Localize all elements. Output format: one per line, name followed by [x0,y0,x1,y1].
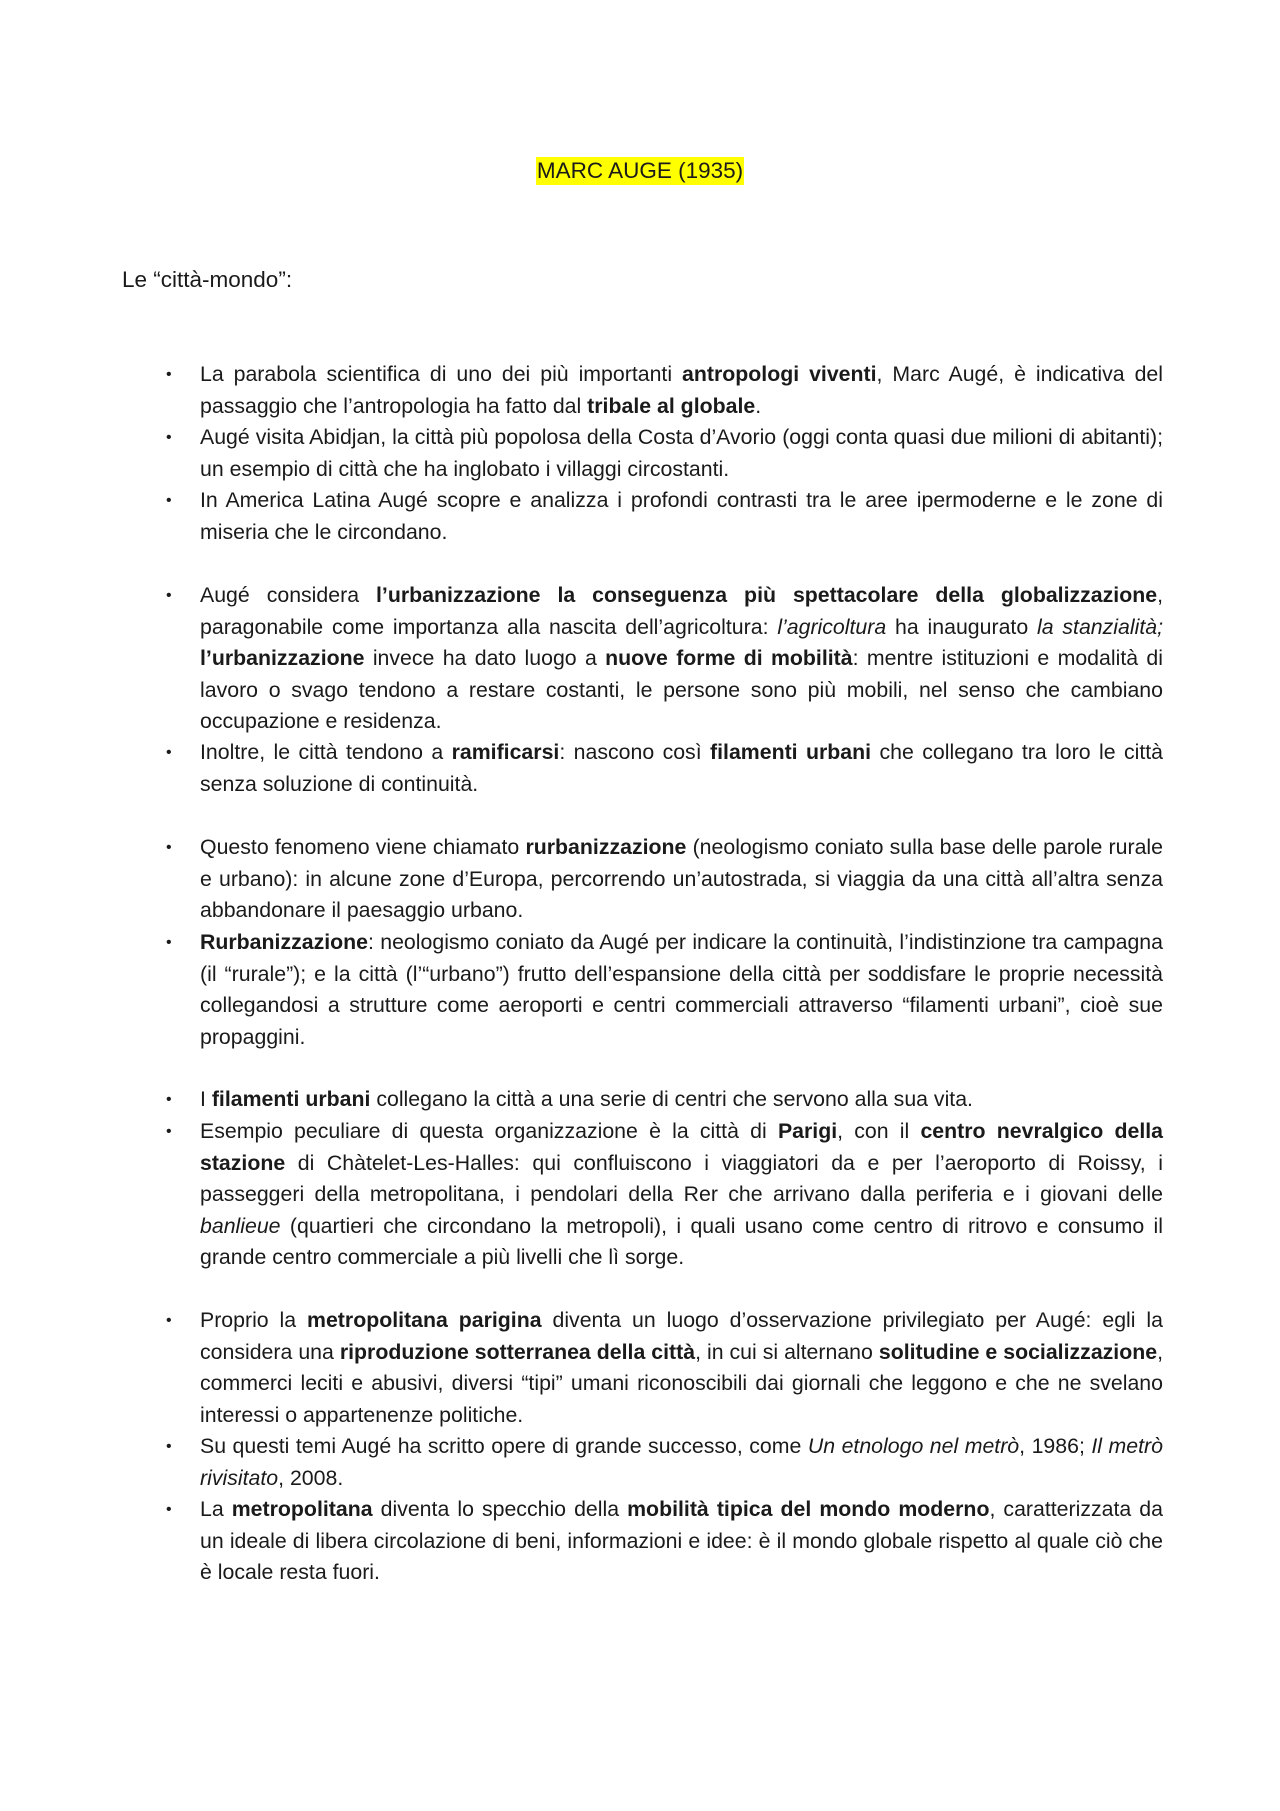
list-item-text [200,1308,1163,1427]
bold-text: nuove forme di mobilità [605,646,853,671]
bullet-icon: • [166,366,172,383]
text-run: : mentre istituzioni e modalità di lavoro o svago tendono a restare costanti, le persone sono più mobili, nel senso che cambiano occupazione e residenza. [200,646,1164,734]
list-item [166,1116,1164,1274]
text-run: invece ha dato luogo a [364,646,606,671]
list-item [166,737,1164,800]
bold-text: rurbanizzazione [525,835,687,859]
bold-text: Rurbanizzazione [200,930,369,954]
bullet-icon: • [166,1123,172,1140]
text-run: Questo fenomeno viene chiamato [200,835,526,859]
text-run: , 1986; [1019,1434,1092,1458]
text-run: di Chàtelet-Les-Halles: qui confluiscono i viaggiatori da e per l’aeroporto di Roissy, i passeggeri della metropolitana, i pendolari della Rer che arrivano dalla periferia e i giovani delle [200,1150,1163,1207]
text-run: La [200,1497,232,1521]
text-run: : neologismo coniato da Augé per indicare la continuità, l’indistinzione tra campagna (il “rurale”); e la città (l’“urbano”) frutto dell’espansione della città per soddisfare le proprie necessità collegandosi a strutture come aeroporti e centri commerciali attraverso “filamenti urbani”, cioè sue propaggini. [200,930,1163,1049]
bold-text: ramificarsi [451,740,560,764]
text-run: Augé considera [200,583,377,607]
text-run: (quartieri che circondano la metropoli), i quali usano come centro di ritrovo e consumo il grande centro commerciale a più livelli che lì sorge. [200,1213,1163,1270]
text-run: I [200,1087,212,1111]
list-item-text [200,930,1163,1049]
page-title: MARC AUGE (1935) [536,158,744,183]
bullet-icon: • [166,429,172,446]
text-run: diventa lo specchio della [372,1497,628,1521]
italic-text: banlieue [200,1213,281,1238]
text-run: diventa un luogo d’osservazione privilegiato per Augé: egli la considera una [200,1308,1163,1364]
bullet-icon: • [166,587,172,604]
list-item [166,927,1163,1053]
italic-text: l’agricoltura [777,614,887,639]
text-run: , Marc Augé, è indicativa del passaggio che l’antropologia ha fatto dal [200,362,1163,418]
bold-text: Parigi [777,1119,838,1143]
list-item [166,832,1163,927]
text-run: (neologismo coniato sulla base delle parole rurale e urbano): in alcune zone d’Europa, percorrendo un’autostrada, si viaggia da una città all’altra senza abbandonare il paesaggio urbano. [200,835,1163,923]
bullet-icon: • [166,1312,172,1329]
list-item [166,422,1163,485]
text-run: . [755,393,762,418]
text-run: , caratterizzata da un ideale di libera circolazione di beni, informazioni e idee: è il mondo globale rispetto al quale ciò che è locale resta fuori. [200,1497,1163,1585]
list-item-text [200,740,1163,796]
list-item-text [200,1087,973,1111]
bold-text: l’urbanizzazione [200,646,365,671]
italic-text: la stanzialità; [1037,614,1164,639]
text-run: che collegano tra loro le città senza soluzione di continuità. [200,740,1164,796]
bold-text: metropolitana [231,1497,373,1521]
bold-text: l’urbanizzazione la conseguenza più spettacolare della globalizzazione [376,583,1158,607]
text-run: In America Latina Augé scopre e analizza i profondi contrasti tra le aree ipermoderne e le zone di miseria che le circondano. [200,488,1163,544]
list-item-text [200,1119,1163,1269]
list-item-text [200,488,1163,544]
text-run: collegano la città a una serie di centri che servono alla sua vita. [370,1087,973,1111]
bullet-icon: • [166,744,172,761]
italic-text: Il metrò rivisitato [200,1434,1163,1490]
text-run: Esempio peculiare di questa organizzazione è la città di [200,1119,778,1143]
bold-text: centro nevralgico della stazione [200,1119,1164,1175]
bold-text: riproduzione sotterranea della città [339,1339,696,1364]
bold-text: filamenti urbani [710,740,872,764]
bold-text: filamenti urbani [211,1087,371,1111]
text-run: Augé visita Abidjan, la città più popolosa della Costa d’Avorio (oggi conta quasi due milioni di abitanti); un esempio di città che ha inglobato i villaggi circostanti. [200,425,1163,481]
bullet-icon: • [166,492,172,509]
list-item-text [200,835,1163,922]
list-item [166,1494,1163,1589]
bullet-icon: • [166,934,172,951]
section-heading: Le “città-mondo”: [122,267,293,292]
list-item [166,1084,1163,1116]
list-item [166,1305,1164,1431]
text-run: , paragonabile come importanza alla nascita dell’agricoltura: [200,583,1163,639]
text-run: Inoltre, le città tendono a [200,740,452,764]
list-item-text [200,1434,1163,1490]
list-item-text [200,1497,1163,1584]
list-item-text [200,583,1163,733]
text-run: , commerci leciti e abusivi, diversi “tipi” umani riconoscibili dai giornali che leggono e che ne svelano interessi o appartenenze politiche. [200,1339,1164,1427]
text-run: La parabola scientifica di uno dei più importanti [200,362,683,386]
text-run: : nascono così [559,740,711,764]
bullet-icon: • [166,1501,172,1518]
bullet-icon: • [166,1091,172,1108]
bold-text: tribale al globale [587,393,756,418]
bold-text: antropologi viventi [682,362,877,386]
bullet-icon: • [166,1438,172,1455]
list-item [166,485,1163,548]
text-run: , con il [837,1119,921,1143]
text-run: , 2008. [278,1465,344,1490]
italic-text: Un etnologo nel metrò [807,1434,1020,1458]
text-run: Proprio la [200,1308,308,1332]
text-run: ha inaugurato [886,614,1037,639]
list-item-text [200,425,1163,481]
text-run: Su questi temi Augé ha scritto opere di grande successo, come [200,1434,808,1458]
bold-text: mobilità tipica del mondo moderno [627,1497,990,1521]
list-item [166,1431,1163,1494]
bullet-icon: • [166,839,172,856]
text-run: , in cui si alternano [695,1339,879,1364]
bold-text: metropolitana parigina [307,1308,542,1332]
list-item [166,359,1163,422]
list-item-text [200,362,1163,418]
bold-text: solitudine e socializzazione [878,1339,1158,1364]
list-item [166,580,1164,738]
